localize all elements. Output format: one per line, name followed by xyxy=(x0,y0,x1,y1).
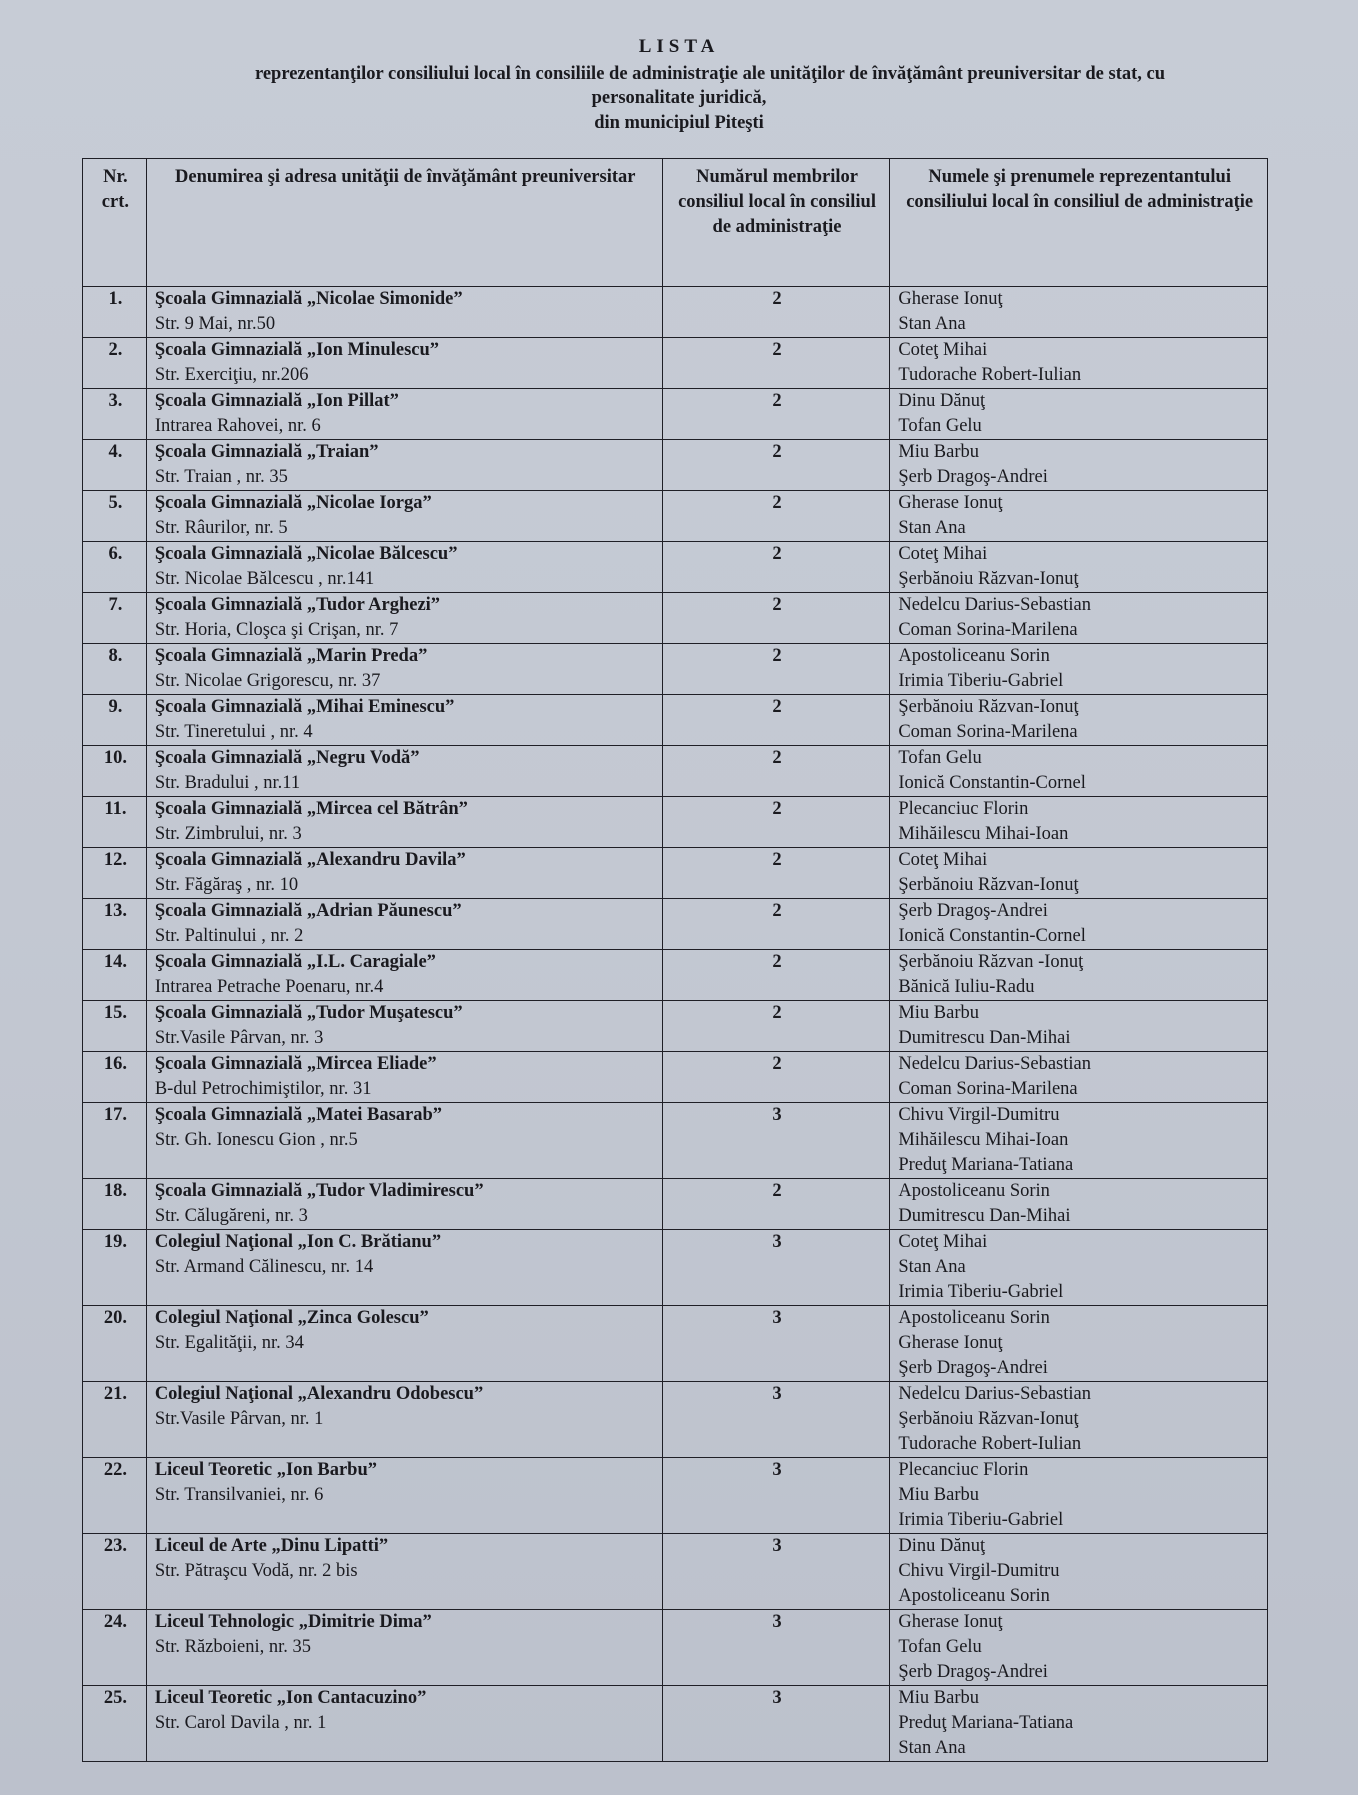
school-name: Colegiul Naţional „Ion C. Brătianu” xyxy=(154,1232,442,1252)
representative-name: Irimia Tiberiu-Gabriel xyxy=(898,671,1064,691)
school-address: Str.Vasile Pârvan, nr. 3 xyxy=(154,1028,324,1048)
table-row xyxy=(83,440,1268,491)
school-address: Intrarea Rahovei, nr. 6 xyxy=(154,416,321,436)
members-count: 2 xyxy=(662,899,890,950)
table-row xyxy=(83,338,1268,389)
representatives-cell xyxy=(890,1382,1268,1458)
table-row xyxy=(83,1686,1268,1762)
school-address: Str. Horia, Cloşca şi Crişan, nr. 7 xyxy=(154,620,399,640)
school-address: Intrarea Petrache Poenaru, nr.4 xyxy=(154,977,384,997)
representative-name: Stan Ana xyxy=(898,1738,966,1758)
representative-name: Gherase Ionuţ xyxy=(898,1612,1003,1632)
school-address: Str. Călugăreni, nr. 3 xyxy=(154,1206,308,1226)
representative-name: Gherase Ionuţ xyxy=(898,289,1003,309)
representatives-cell xyxy=(890,899,1268,950)
row-number: 8. xyxy=(83,644,147,695)
representatives-cell xyxy=(890,746,1268,797)
representative-name: Miu Barbu xyxy=(898,1688,980,1708)
table-row xyxy=(83,287,1268,338)
representative-name: Şerbănoiu Răzvan-Ionuţ xyxy=(898,697,1079,717)
school-name: Liceul Teoretic „Ion Cantacuzino” xyxy=(154,1688,427,1708)
representatives-cell xyxy=(890,1001,1268,1052)
representative-name: Şerbănoiu Răzvan -Ionuţ xyxy=(898,952,1084,972)
representative-name: Mihăilescu Mihai-Ioan xyxy=(898,1130,1069,1150)
representative-name: Şerb Dragoş-Andrei xyxy=(898,1358,1048,1378)
representative-name: Dumitrescu Dan-Mihai xyxy=(898,1206,1071,1226)
table-row xyxy=(83,644,1268,695)
representative-name: Stan Ana xyxy=(898,1257,966,1277)
unit-cell xyxy=(146,746,662,797)
representative-name: Apostoliceanu Sorin xyxy=(898,1181,1050,1201)
representative-name: Preduţ Mariana-Tatiana xyxy=(898,1155,1074,1175)
representative-name: Nedelcu Darius-Sebastian xyxy=(898,1054,1091,1074)
representative-name: Stan Ana xyxy=(898,518,966,538)
school-name: Şcoala Gimnazială „Nicolae Simonide” xyxy=(154,289,463,309)
representatives-cell xyxy=(890,1230,1268,1306)
row-number: 12. xyxy=(83,848,147,899)
row-number: 21. xyxy=(83,1382,147,1458)
header-nr: Nr. crt. xyxy=(83,159,147,287)
unit-cell xyxy=(146,287,662,338)
row-number: 19. xyxy=(83,1230,147,1306)
unit-cell xyxy=(146,644,662,695)
school-name: Şcoala Gimnazială „Matei Basarab” xyxy=(154,1105,443,1125)
unit-cell xyxy=(146,1001,662,1052)
representative-name: Coteţ Mihai xyxy=(898,544,988,564)
row-number: 22. xyxy=(83,1458,147,1534)
representatives-cell xyxy=(890,644,1268,695)
school-name: Şcoala Gimnazială „Tudor Vladimirescu” xyxy=(154,1181,484,1201)
representative-name: Plecanciuc Florin xyxy=(898,1460,1029,1480)
school-name: Şcoala Gimnazială „I.L. Caragiale” xyxy=(154,952,436,972)
representative-name: Tofan Gelu xyxy=(898,748,982,768)
school-name: Şcoala Gimnazială „Mircea Eliade” xyxy=(154,1054,437,1074)
row-number: 10. xyxy=(83,746,147,797)
members-count: 2 xyxy=(662,338,890,389)
unit-cell xyxy=(146,950,662,1001)
header-members: Numărul membrilor consiliul local în consiliul de administraţie xyxy=(662,159,890,287)
row-number: 5. xyxy=(83,491,147,542)
members-count: 3 xyxy=(662,1306,890,1382)
members-count: 3 xyxy=(662,1382,890,1458)
table-row xyxy=(83,1230,1268,1306)
members-count: 3 xyxy=(662,1103,890,1179)
representative-name: Ionică Constantin-Cornel xyxy=(898,926,1086,946)
representatives-cell xyxy=(890,1103,1268,1179)
members-count: 3 xyxy=(662,1458,890,1534)
unit-cell xyxy=(146,1458,662,1534)
members-count: 2 xyxy=(662,1179,890,1230)
school-name: Şcoala Gimnazială „Alexandru Davila” xyxy=(154,850,466,870)
representatives-cell xyxy=(890,1306,1268,1382)
unit-cell xyxy=(146,1230,662,1306)
row-number: 1. xyxy=(83,287,147,338)
representative-name: Şerbănoiu Răzvan-Ionuţ xyxy=(898,875,1079,895)
table-row xyxy=(83,695,1268,746)
row-number: 15. xyxy=(83,1001,147,1052)
school-name: Şcoala Gimnazială „Nicolae Iorga” xyxy=(154,493,432,513)
row-number: 7. xyxy=(83,593,147,644)
row-number: 20. xyxy=(83,1306,147,1382)
representative-name: Coman Sorina-Marilena xyxy=(898,1079,1078,1099)
representative-name: Dumitrescu Dan-Mihai xyxy=(898,1028,1071,1048)
representatives-cell xyxy=(890,848,1268,899)
school-address: B-dul Petrochimiştilor, nr. 31 xyxy=(154,1079,372,1099)
members-count: 2 xyxy=(662,746,890,797)
school-address: Str. 9 Mai, nr.50 xyxy=(154,314,276,334)
row-number: 18. xyxy=(83,1179,147,1230)
representative-name: Nedelcu Darius-Sebastian xyxy=(898,595,1091,615)
school-address: Str. Gh. Ionescu Gion , nr.5 xyxy=(154,1130,358,1150)
unit-cell xyxy=(146,1610,662,1686)
unit-cell xyxy=(146,797,662,848)
representative-name: Dinu Dănuţ xyxy=(898,391,986,411)
table-row xyxy=(83,746,1268,797)
representative-name: Coteţ Mihai xyxy=(898,850,988,870)
unit-cell xyxy=(146,1306,662,1382)
school-address: Str. Nicolae Grigorescu, nr. 37 xyxy=(154,671,381,691)
table-row xyxy=(83,593,1268,644)
row-number: 11. xyxy=(83,797,147,848)
school-address: Str. Pătraşcu Vodă, nr. 2 bis xyxy=(154,1561,358,1581)
school-name: Şcoala Gimnazială „Mihai Eminescu” xyxy=(154,697,455,717)
members-count: 2 xyxy=(662,848,890,899)
representative-name: Tofan Gelu xyxy=(898,416,982,436)
members-count: 2 xyxy=(662,1001,890,1052)
unit-cell xyxy=(146,593,662,644)
table-row xyxy=(83,1534,1268,1610)
unit-cell xyxy=(146,1052,662,1103)
representative-name: Tofan Gelu xyxy=(898,1637,982,1657)
members-count: 2 xyxy=(662,695,890,746)
unit-cell xyxy=(146,389,662,440)
school-address: Str. Traian , nr. 35 xyxy=(154,467,288,487)
unit-cell xyxy=(146,542,662,593)
representative-name: Chivu Virgil-Dumitru xyxy=(898,1561,1060,1581)
school-address: Str. Transilvaniei, nr. 6 xyxy=(154,1485,324,1505)
table-row xyxy=(83,848,1268,899)
representative-name: Bănică Iuliu-Radu xyxy=(898,977,1035,997)
table-row xyxy=(83,389,1268,440)
members-count: 2 xyxy=(662,491,890,542)
members-count: 2 xyxy=(662,797,890,848)
members-count: 2 xyxy=(662,440,890,491)
representative-name: Plecanciuc Florin xyxy=(898,799,1029,819)
school-address: Str. Egalităţii, nr. 34 xyxy=(154,1333,304,1353)
representative-name: Miu Barbu xyxy=(898,1003,980,1023)
representatives-cell xyxy=(890,389,1268,440)
representatives-cell xyxy=(890,491,1268,542)
representatives-cell xyxy=(890,797,1268,848)
representative-name: Apostoliceanu Sorin xyxy=(898,1586,1050,1606)
representative-name: Coman Sorina-Marilena xyxy=(898,620,1078,640)
school-address: Str. Tineretului , nr. 4 xyxy=(154,722,313,742)
row-number: 13. xyxy=(83,899,147,950)
row-number: 25. xyxy=(83,1686,147,1762)
school-name: Şcoala Gimnazială „Marin Preda” xyxy=(154,646,428,666)
representatives-cell xyxy=(890,1458,1268,1534)
representatives-cell xyxy=(890,440,1268,491)
school-name: Colegiul Naţional „Alexandru Odobescu” xyxy=(154,1384,484,1404)
row-number: 3. xyxy=(83,389,147,440)
table-row xyxy=(83,1052,1268,1103)
representative-name: Şerbănoiu Răzvan-Ionuţ xyxy=(898,569,1079,589)
representatives-cell xyxy=(890,542,1268,593)
school-name: Şcoala Gimnazială „Tudor Arghezi” xyxy=(154,595,441,615)
school-name: Şcoala Gimnazială „Adrian Păunescu” xyxy=(154,901,462,921)
school-address: Str. Făgăraş , nr. 10 xyxy=(154,875,299,895)
members-count: 2 xyxy=(662,389,890,440)
representatives-cell xyxy=(890,1686,1268,1762)
row-number: 24. xyxy=(83,1610,147,1686)
row-number: 14. xyxy=(83,950,147,1001)
representatives-cell xyxy=(890,593,1268,644)
table-row xyxy=(83,1179,1268,1230)
school-address: Str.Vasile Pârvan, nr. 1 xyxy=(154,1409,324,1429)
representative-name: Preduţ Mariana-Tatiana xyxy=(898,1713,1074,1733)
header-unit: Denumirea şi adresa unităţii de învăţământ preuniversitar xyxy=(146,159,662,287)
representative-name: Nedelcu Darius-Sebastian xyxy=(898,1384,1091,1404)
representative-name: Apostoliceanu Sorin xyxy=(898,1308,1050,1328)
row-number: 2. xyxy=(83,338,147,389)
school-address: Str. Carol Davila , nr. 1 xyxy=(154,1713,327,1733)
representative-name: Tudorache Robert-Iulian xyxy=(898,1434,1082,1454)
members-count: 2 xyxy=(662,1052,890,1103)
school-name: Şcoala Gimnazială „Negru Vodă” xyxy=(154,748,420,768)
unit-cell xyxy=(146,1382,662,1458)
row-number: 6. xyxy=(83,542,147,593)
representative-name: Stan Ana xyxy=(898,314,966,334)
representative-name: Chivu Virgil-Dumitru xyxy=(898,1105,1060,1125)
representatives-cell xyxy=(890,1534,1268,1610)
table-row xyxy=(83,1458,1268,1534)
school-address: Str. Râurilor, nr. 5 xyxy=(154,518,288,538)
members-count: 2 xyxy=(662,542,890,593)
members-count: 3 xyxy=(662,1534,890,1610)
table-body xyxy=(83,287,1268,1762)
representative-name: Şerb Dragoş-Andrei xyxy=(898,467,1048,487)
representative-name: Gherase Ionuţ xyxy=(898,493,1003,513)
unit-cell xyxy=(146,1534,662,1610)
school-name: Colegiul Naţional „Zinca Golescu” xyxy=(154,1308,429,1328)
school-name: Liceul Teoretic „Ion Barbu” xyxy=(154,1460,378,1480)
document-subtitle-line1: reprezentanţilor consiliului local în consiliile de administraţie ale unităţilor de învăţământ preuniversitar de stat, cu xyxy=(254,64,1166,84)
school-name: Şcoala Gimnazială „Nicolae Bălcescu” xyxy=(154,544,458,564)
row-number: 23. xyxy=(83,1534,147,1610)
table-row xyxy=(83,1306,1268,1382)
document-subtitle-line3: din municipiul Piteşti xyxy=(594,113,764,133)
representatives-cell xyxy=(890,338,1268,389)
representative-name: Apostoliceanu Sorin xyxy=(898,646,1050,666)
school-name: Şcoala Gimnazială „Ion Pillat” xyxy=(154,391,399,411)
unit-cell xyxy=(146,695,662,746)
members-count: 3 xyxy=(662,1610,890,1686)
header-reps: Numele şi prenumele reprezentantului consiliului local în consiliul de administraţie xyxy=(890,159,1268,287)
unit-cell xyxy=(146,899,662,950)
document-subtitle-line2: personalitate juridică, xyxy=(591,88,767,108)
school-address: Str. Bradului , nr.11 xyxy=(154,773,301,793)
table-row xyxy=(83,542,1268,593)
table-row xyxy=(83,1001,1268,1052)
school-address: Str. Războieni, nr. 35 xyxy=(154,1637,312,1657)
school-name: Liceul de Arte „Dinu Lipatti” xyxy=(154,1536,389,1556)
school-address: Str. Zimbrului, nr. 3 xyxy=(154,824,302,844)
representative-name: Coteţ Mihai xyxy=(898,340,988,360)
members-count: 2 xyxy=(662,287,890,338)
school-name: Şcoala Gimnazială „Traian” xyxy=(154,442,379,462)
representative-name: Tudorache Robert-Iulian xyxy=(898,365,1082,385)
representative-name: Mihăilescu Mihai-Ioan xyxy=(898,824,1069,844)
representative-name: Dinu Dănuţ xyxy=(898,1536,986,1556)
representative-name: Ionică Constantin-Cornel xyxy=(898,773,1086,793)
representative-name: Şerb Dragoş-Andrei xyxy=(898,901,1048,921)
table-row xyxy=(83,899,1268,950)
representative-name: Irimia Tiberiu-Gabriel xyxy=(898,1282,1064,1302)
representative-name: Coteţ Mihai xyxy=(898,1232,988,1252)
representative-name: Şerbănoiu Răzvan-Ionuţ xyxy=(898,1409,1079,1429)
row-number: 9. xyxy=(83,695,147,746)
unit-cell xyxy=(146,848,662,899)
school-name: Şcoala Gimnazială „Ion Minulescu” xyxy=(154,340,440,360)
representative-name: Irimia Tiberiu-Gabriel xyxy=(898,1510,1064,1530)
school-address: Str. Exerciţiu, nr.206 xyxy=(154,365,309,385)
document-title: LISTA xyxy=(638,36,720,57)
school-name: Şcoala Gimnazială „Tudor Muşatescu” xyxy=(154,1003,463,1023)
members-count: 2 xyxy=(662,593,890,644)
table-row xyxy=(83,950,1268,1001)
unit-cell xyxy=(146,1179,662,1230)
representatives-cell xyxy=(890,1610,1268,1686)
table-header-row xyxy=(83,159,1268,287)
school-name: Liceul Tehnologic „Dimitrie Dima” xyxy=(154,1612,432,1632)
representative-name: Coman Sorina-Marilena xyxy=(898,722,1078,742)
representative-name: Şerb Dragoş-Andrei xyxy=(898,1662,1048,1682)
table-row xyxy=(83,797,1268,848)
table-row xyxy=(83,491,1268,542)
school-address: Str. Armand Călinescu, nr. 14 xyxy=(154,1257,374,1277)
table-row xyxy=(83,1103,1268,1179)
table-row xyxy=(83,1382,1268,1458)
representatives-cell xyxy=(890,287,1268,338)
unit-cell xyxy=(146,440,662,491)
school-address: Str. Nicolae Bălcescu , nr.141 xyxy=(154,569,375,589)
members-count: 3 xyxy=(662,1686,890,1762)
representatives-cell xyxy=(890,1179,1268,1230)
school-address: Str. Paltinului , nr. 2 xyxy=(154,926,304,946)
unit-cell xyxy=(146,338,662,389)
row-number: 16. xyxy=(83,1052,147,1103)
representative-name: Miu Barbu xyxy=(898,442,980,462)
table-row xyxy=(83,1610,1268,1686)
members-count: 2 xyxy=(662,644,890,695)
representative-name: Miu Barbu xyxy=(898,1485,980,1505)
unit-cell xyxy=(146,491,662,542)
representatives-cell xyxy=(890,695,1268,746)
representatives-table xyxy=(82,158,1268,1762)
members-count: 2 xyxy=(662,950,890,1001)
unit-cell xyxy=(146,1103,662,1179)
representatives-cell xyxy=(890,950,1268,1001)
representative-name: Gherase Ionuţ xyxy=(898,1333,1003,1353)
members-count: 3 xyxy=(662,1230,890,1306)
school-name: Şcoala Gimnazială „Mircea cel Bătrân” xyxy=(154,799,468,819)
representatives-cell xyxy=(890,1052,1268,1103)
unit-cell xyxy=(146,1686,662,1762)
row-number: 17. xyxy=(83,1103,147,1179)
row-number: 4. xyxy=(83,440,147,491)
